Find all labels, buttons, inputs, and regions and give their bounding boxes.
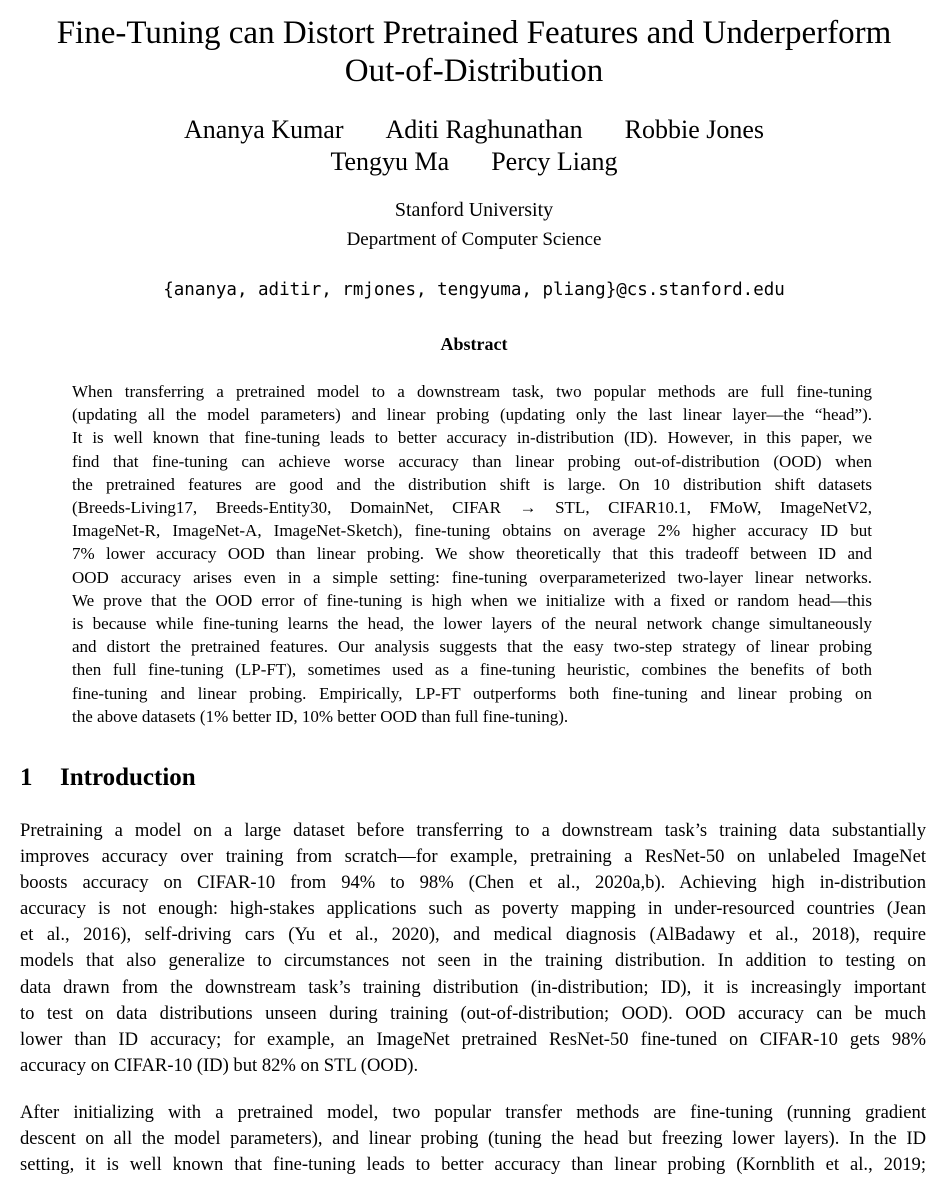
abstract-line: fine-tuning and linear probing. Empirically, LP-FT outperforms both fine-tuning and linear probing on bbox=[72, 683, 872, 703]
affiliation-department: Department of Computer Science bbox=[346, 229, 602, 250]
abstract-line: (Breeds-Living17, Breeds-Entity30, DomainNet, CIFAR → STL, CIFAR10.1, FMoW, ImageNetV2, bbox=[72, 498, 872, 518]
abstract-line: ImageNet-R, ImageNet-A, ImageNet-Sketch), fine-tuning obtains on average 2% higher accuracy ID but bbox=[72, 521, 872, 541]
abstract-line: We prove that the OOD error of fine-tuning is high when we initialize with a fixed or random head—this bbox=[72, 590, 872, 610]
abstract-line: (updating all the model parameters) and linear probing (updating only the last linear layer—the “head”). bbox=[72, 405, 872, 425]
paragraph-line: lower than ID accuracy; for example, an ImageNet pretrained ResNet-50 fine-tuned on CIFAR-10 gets 98% bbox=[20, 1028, 926, 1050]
abstract-line: It is well known that fine-tuning leads to better accuracy in-distribution (ID). However, in this paper, we bbox=[72, 428, 872, 448]
abstract-line: the pretrained features are good and the distribution shift is large. On 10 distribution shift datasets bbox=[72, 474, 872, 494]
author-row-1 bbox=[20, 114, 928, 146]
abstract-heading: Abstract bbox=[440, 334, 508, 354]
abstract-line: find that fine-tuning can achieve worse accuracy than linear probing out-of-distribution (OOD) when bbox=[72, 451, 872, 471]
author-emails: {ananya, aditir, rmjones, tengyuma, pliang}@cs.stanford.edu bbox=[163, 280, 785, 300]
author-name: Tengyu Ma bbox=[330, 147, 450, 176]
abstract-line: is because while fine-tuning learns the head, the lower layers of the neural network change simultaneously bbox=[72, 614, 872, 634]
paragraph-line: accuracy is not enough: high-stakes applications such as poverty mapping in under-resourced countries (Jean bbox=[20, 898, 926, 920]
author-name: Robbie Jones bbox=[624, 115, 765, 144]
author-name: Aditi Raghunathan bbox=[385, 115, 583, 144]
author-name: Percy Liang bbox=[491, 147, 618, 176]
abstract-line: the above datasets (1% better ID, 10% better OOD than full fine-tuning). bbox=[72, 706, 569, 726]
section-heading-introduction bbox=[20, 764, 196, 792]
affiliation-university: Stanford University bbox=[394, 199, 554, 221]
paragraph-line: et al., 2016), self-driving cars (Yu et al., 2020), and medical diagnosis (AlBadawy et al., 2018), require bbox=[20, 924, 926, 946]
paper-title bbox=[20, 14, 928, 90]
title-line-2: Out-of-Distribution bbox=[344, 53, 604, 89]
abstract-line: OOD accuracy arises even in a simple setting: fine-tuning overparameterized two-layer linear networks. bbox=[72, 567, 872, 587]
paragraph-line: descent on all the model parameters), and linear probing (tuning the head but freezing lower layers). In the ID bbox=[20, 1128, 926, 1150]
paragraph-line: accuracy on CIFAR-10 (ID) but 82% on STL (OOD). bbox=[20, 1054, 419, 1076]
paragraph-line: data drawn from the downstream task’s training distribution (in-distribution; ID), it is increasingly important bbox=[20, 976, 926, 998]
abstract-line: then full fine-tuning (LP-FT), sometimes used as a fine-tuning heuristic, combines the benefits of both bbox=[72, 660, 872, 680]
section-number: 1 bbox=[20, 764, 33, 791]
paragraph-line: improves accuracy over training from scratch—for example, pretraining a ResNet-50 on unlabeled ImageNet bbox=[20, 846, 926, 868]
author-list bbox=[20, 114, 928, 178]
abstract-line: When transferring a pretrained model to a downstream task, two popular methods are full fine-tuning bbox=[72, 382, 872, 401]
abstract-body bbox=[72, 380, 872, 728]
paragraph-line: After initializing with a pretrained model, two popular transfer methods are fine-tuning (running gradient bbox=[20, 1102, 926, 1123]
paragraph-line: Pretraining a model on a large dataset before transferring to a downstream task’s training data substantially bbox=[20, 820, 926, 841]
intro-paragraph-2 bbox=[20, 1100, 926, 1178]
author-row-2 bbox=[20, 146, 928, 178]
title-line-1: Fine-Tuning can Distort Pretrained Features and Underperform bbox=[56, 15, 892, 51]
abstract-line: 7% lower accuracy OOD than linear probing. We show theoretically that this tradeoff between ID and bbox=[72, 544, 872, 564]
paragraph-line: to test on data distributions unseen during training (out-of-distribution; OOD). OOD accuracy can be much bbox=[20, 1002, 926, 1024]
abstract-line: and distort the pretrained features. Our analysis suggests that the easy two-step strategy of linear probing bbox=[72, 637, 872, 657]
section-title: Introduction bbox=[60, 764, 196, 791]
author-name: Ananya Kumar bbox=[183, 115, 344, 144]
paragraph-line: boosts accuracy on CIFAR-10 from 94% to 98% (Chen et al., 2020a,b). Achieving high in-distribution bbox=[20, 872, 926, 894]
intro-paragraph-1 bbox=[20, 818, 926, 1079]
paragraph-line: models that also generalize to circumstances not seen in the training distribution. In addition to testing on bbox=[20, 950, 926, 972]
paragraph-line: setting, it is well known that fine-tuning leads to better accuracy than linear probing (Kornblith et al., 2019; bbox=[20, 1154, 926, 1176]
